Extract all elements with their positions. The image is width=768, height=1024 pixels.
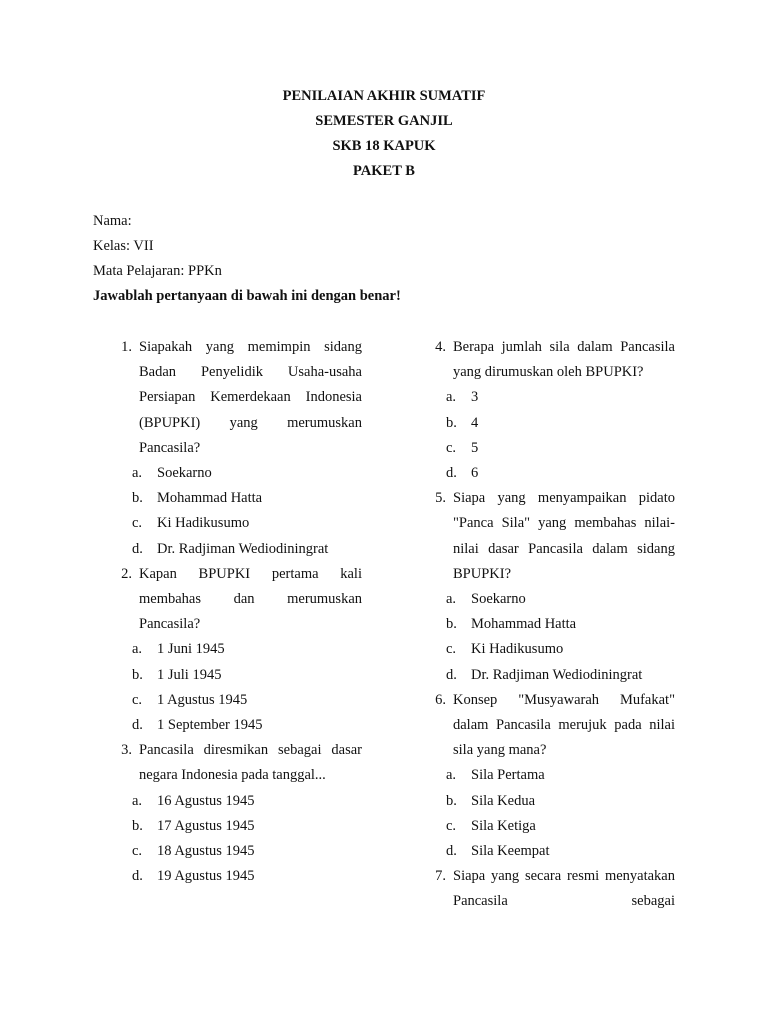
option-item: [110, 511, 362, 536]
option-item: [110, 688, 362, 713]
subject-label: Mata Pelajaran: PPKn: [93, 263, 222, 279]
option-letter: b.: [446, 616, 457, 633]
option-letter: b.: [446, 414, 457, 431]
option-text: 5: [471, 439, 479, 456]
option-letter: b.: [132, 817, 143, 834]
option-text: 19 Agustus 1945: [157, 868, 255, 885]
option-letter: c.: [132, 843, 143, 860]
option-letter: d.: [446, 843, 457, 860]
option-text: Soekarno: [157, 465, 212, 482]
option-item: [110, 537, 362, 562]
option-letter: b.: [446, 792, 457, 809]
option-item: [110, 814, 362, 839]
option-letter: a.: [446, 767, 457, 784]
question-item: [424, 688, 675, 764]
option-letter: c.: [132, 691, 143, 708]
question-text: Siapa yang menyampaikan pidato "Panca Sila" yang membahas nilai-nilai dasar Pancasila dalam sidang BPUPKI?: [453, 490, 675, 582]
option-text: Soekarno: [471, 591, 526, 608]
option-item: [110, 486, 362, 511]
question-column-left: [110, 335, 362, 889]
question-item: [110, 738, 362, 788]
question-item: [424, 864, 675, 914]
option-item: [424, 612, 675, 637]
question-text: Kapan BPUPKI pertama kali membahas dan merumuskan Pancasila?: [139, 565, 362, 633]
option-letter: a.: [446, 591, 457, 608]
option-letter: c.: [446, 439, 457, 456]
option-item: [424, 814, 675, 839]
option-text: Dr. Radjiman Wediodiningrat: [157, 540, 329, 557]
option-letter: c.: [132, 515, 143, 532]
question-number: 2.: [121, 565, 132, 582]
option-text: Ki Hadikusumo: [157, 515, 250, 532]
option-item: [424, 461, 675, 486]
instruction-text: Jawablah pertanyaan di bawah ini dengan benar!: [93, 288, 401, 304]
option-text: Mohammad Hatta: [471, 616, 577, 633]
question-item: [424, 486, 675, 587]
option-item: [424, 637, 675, 662]
option-item: [110, 637, 362, 662]
option-text: 1 Agustus 1945: [157, 691, 248, 708]
header-title: PENILAIAN AKHIR SUMATIF: [282, 88, 486, 104]
option-item: [110, 789, 362, 814]
option-item: [110, 839, 362, 864]
option-letter: b.: [132, 666, 143, 683]
header-semester: SEMESTER GANJIL: [315, 113, 453, 129]
question-item: [110, 335, 362, 461]
option-text: 3: [471, 389, 479, 406]
option-text: 1 Juni 1945: [157, 641, 225, 658]
question-text: Pancasila diresmikan sebagai dasar negara Indonesia pada tanggal...: [139, 742, 362, 784]
question-number: 7.: [435, 868, 446, 885]
option-letter: c.: [446, 817, 457, 834]
option-item: [110, 864, 362, 889]
document-header: [0, 84, 768, 184]
option-item: [110, 713, 362, 738]
option-text: Ki Hadikusumo: [471, 641, 564, 658]
option-text: 1 September 1945: [157, 717, 263, 734]
option-text: 17 Agustus 1945: [157, 817, 255, 834]
option-list: [110, 637, 362, 738]
option-text: 18 Agustus 1945: [157, 843, 255, 860]
option-text: Dr. Radjiman Wediodiningrat: [471, 666, 643, 683]
option-letter: b.: [132, 490, 143, 507]
option-letter: a.: [132, 465, 143, 482]
option-letter: d.: [446, 465, 457, 482]
option-letter: c.: [446, 641, 457, 658]
question-column-right: [424, 335, 675, 915]
option-list: [110, 461, 362, 562]
option-item: [424, 763, 675, 788]
option-text: 4: [471, 414, 479, 431]
question-number: 3.: [121, 742, 132, 759]
question-number: 5.: [435, 490, 446, 507]
option-item: [424, 385, 675, 410]
option-list: [424, 763, 675, 864]
option-text: 6: [471, 465, 479, 482]
option-text: Sila Keempat: [471, 843, 550, 860]
option-text: Sila Pertama: [471, 767, 545, 784]
question-number: 6.: [435, 691, 446, 708]
option-letter: a.: [132, 792, 143, 809]
question-number: 4.: [435, 339, 446, 355]
question-text: Konsep "Musyawarah Mufakat" dalam Pancasila merujuk pada nilai sila yang mana?: [453, 691, 675, 759]
header-school: SKB 18 KAPUK: [332, 138, 436, 154]
option-text: Mohammad Hatta: [157, 490, 263, 507]
question-item: [424, 335, 675, 385]
option-letter: d.: [132, 540, 143, 557]
option-letter: d.: [446, 666, 457, 683]
option-letter: a.: [446, 389, 457, 406]
option-item: [424, 839, 675, 864]
question-number: 1.: [121, 339, 132, 355]
question-text: Berapa jumlah sila dalam Pancasila yang dirumuskan oleh BPUPKI?: [453, 339, 675, 381]
option-item: [424, 663, 675, 688]
option-item: [424, 587, 675, 612]
header-package: PAKET B: [353, 163, 415, 179]
option-letter: a.: [132, 641, 143, 658]
option-text: Sila Kedua: [471, 792, 536, 809]
option-item: [424, 436, 675, 461]
option-item: [110, 663, 362, 688]
student-info: [93, 209, 401, 309]
option-list: [424, 587, 675, 688]
option-letter: d.: [132, 717, 143, 734]
option-item: [424, 789, 675, 814]
name-label: Nama:: [93, 213, 132, 229]
option-item: [110, 461, 362, 486]
option-list: [110, 789, 362, 890]
option-text: Sila Ketiga: [471, 817, 536, 834]
option-list: [424, 385, 675, 486]
option-letter: d.: [132, 868, 143, 885]
question-item: [110, 562, 362, 638]
class-label: Kelas: VII: [93, 238, 154, 254]
option-item: [424, 411, 675, 436]
question-text: Siapakah yang memimpin sidang Badan Penyelidik Usaha-usaha Persiapan Kemerdekaan Indonesia (BPUPKI) yang merumuskan Pancasila?: [139, 339, 362, 456]
question-text: Siapa yang secara resmi menyatakan Pancasila sebagai: [453, 868, 675, 910]
option-text: 1 Juli 1945: [157, 666, 222, 683]
option-text: 16 Agustus 1945: [157, 792, 255, 809]
